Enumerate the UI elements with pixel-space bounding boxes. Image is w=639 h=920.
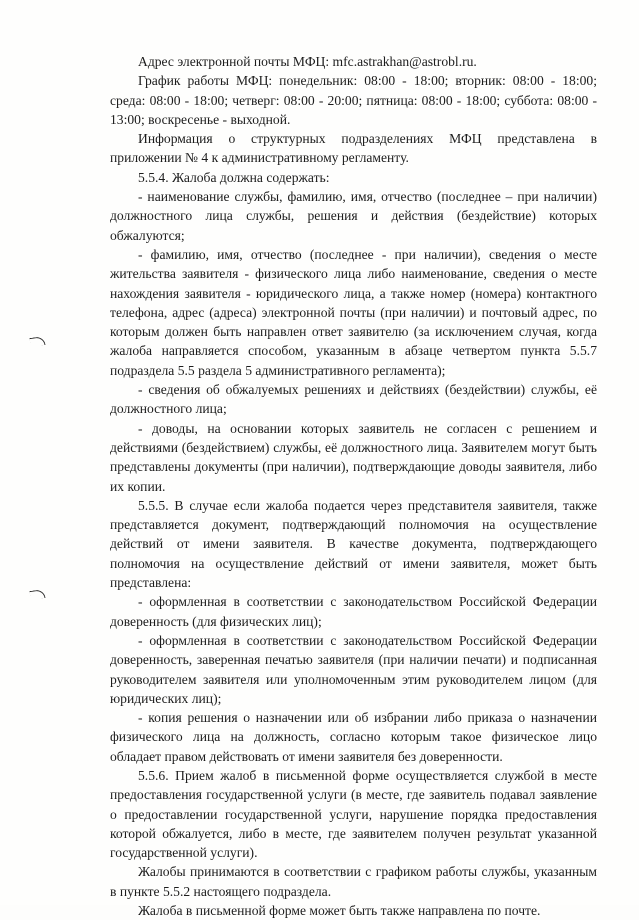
paragraph-schedule-reference: Жалобы принимаются в соответствии с графиком работы службы, указанным в пункте 5.5.2 настоящего подраздела.	[110, 864, 597, 899]
paragraph-list-item: - оформленная в соответствии с законодательством Российской Федерации доверенность, заверенная печатью заявителя (при наличии печати) и подписанная руководителем заявителя или уполномоченным этим руководителем лицом (для юридических лиц);	[110, 632, 597, 706]
paragraph-5-5-6: 5.5.6. Прием жалоб в письменной форме осуществляется службой в месте предоставления государственной услуги (в месте, где заявитель подавал заявление о предоставлении государственной услуги, нарушение порядка предоставления которой обжалуется, либо в месте, где заявителем получен результат указанной государственной услуги).	[110, 767, 597, 861]
paragraph-list-item: - сведения об обжалуемых решениях и действиях (бездействии) службы, её должностного лица;	[110, 382, 597, 417]
punch-hole-mark	[29, 336, 45, 347]
paragraph-list-item: - фамилию, имя, отчество (последнее - при наличии), сведения о месте жительства заявителя - физического лица либо наименование, сведения о месте нахождения заявителя - юридического лица, а также номер (номера) контактного телефона, адрес (адреса) электронной почты (при наличии) и почтовый адрес, по которым должен быть направлен ответ заявителю (за исключением случая, когда жалоба направляется способом, указанным в абзаце четвертом пункта 5.5.7 подраздела 5.5 раздела 5 административного регламента);	[110, 246, 597, 378]
paragraph-list-item: - копия решения о назначении или об избрании либо приказа о назначении физического лица на должность, согласно которым такое физическое лицо обладает правом действовать от имени заявителя без доверенности.	[110, 710, 597, 764]
paragraph-subdivisions: Информация о структурных подразделениях МФЦ представлена в приложении № 4 к административному регламенту.	[110, 131, 597, 166]
paragraph-5-5-4-heading: 5.5.4. Жалоба должна содержать:	[138, 169, 330, 185]
punch-hole-mark	[29, 589, 45, 600]
paragraph-list-item: - доводы, на основании которых заявитель не согласен с решением и действиями (бездействием) службы, её должностного лица. Заявителем могут быть представлены документы (при наличии), подтверждающие доводы заявителя, либо их копии.	[110, 420, 597, 494]
paragraph-schedule: График работы МФЦ: понедельник: 08:00 - 18:00; вторник: 08:00 - 18:00; среда: 08:00 - 18:00; четверг: 08:00 - 20:00; пятница: 08:00 - 18:00; суббота: 08:00 - 13:00; воскресенье - выходной.	[110, 73, 597, 127]
paragraph-email: Адрес электронной почты МФЦ: mfc.astrakhan@astrobl.ru.	[138, 54, 477, 69]
paragraph-5-5-5: 5.5.5. В случае если жалоба подается через представителя заявителя, также представляется документ, подтверждающий полномочия на осуществление действий от имени заявителя. В качестве документа, подтверждающего полномочия на осуществление действий от имени заявителя, может быть представлена:	[110, 497, 597, 591]
paragraph-list-item: - наименование службы, фамилию, имя, отчество (последнее – при наличии) должностного лица службы, решения и действия (бездействие) которых обжалуются;	[110, 189, 597, 243]
paragraph-mail: Жалоба в письменной форме может быть также направлена по почте.	[138, 903, 541, 919]
document-body	[110, 52, 597, 920]
paragraph-list-item: - оформленная в соответствии с законодательством Российской Федерации доверенность (для физических лиц);	[110, 594, 597, 629]
